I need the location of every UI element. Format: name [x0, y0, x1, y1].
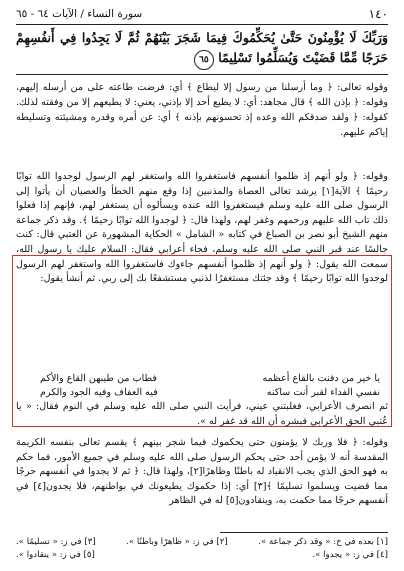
paragraph-text: ثم انصرف الأعرابي، فغلبتني عيني، فرأيت النبي صلى الله عليه وسلم في النوم فقال: « يا عُتبي الحق الأعرابي فبشره أن الله قد غفر له ».	[16, 401, 388, 427]
poem-hemistich-right: يا خير من دفنت بالقاع أعظمه	[262, 373, 380, 384]
poem-hemistich-left: فطاب من طيبهن القاع والأكم	[40, 373, 158, 384]
commentary-paragraph-3	[16, 400, 388, 429]
poem	[40, 372, 380, 400]
footnote-4: [٤] في ز: « يجدوا ».	[312, 550, 388, 560]
quran-verse	[16, 28, 388, 70]
running-title: سورة النساء / الآيات ٦٤ - ٦٥	[16, 8, 143, 20]
footnote-2: [٢] في ز: « ظاهرًا وباطنًا ».	[126, 537, 228, 547]
footnote-1: [١] بعده في خ: « وقد ذكر جماعة ».	[258, 537, 388, 547]
page-header	[16, 6, 388, 22]
paragraph-text: وقوله تعالى: ﴿ وما أرسلنا من رسول إلا ليطاع ﴾ أي: فرضت طاعته على من أرسله إليهم، وقوله: ﴿ بإذن الله ﴾ قال مجاهد: أي: لا يطيع أحد إلا بإذني، يعني: لا يطيعهم إلا من وفقته لذلك. كقوله: ﴿ ولقد صدقكم الله وعده إذ تحسونهم بإذنه ﴾ أي: عن أمره وقدره ومشيئته وتسليطه إياكم عليهم.	[16, 82, 388, 139]
poem-hemistich-left: فيه العفاف وفيه الجود والكرم	[40, 387, 158, 398]
poem-line-1	[40, 372, 380, 386]
footnote-rule	[220, 532, 388, 533]
footnote-5: [٥] في ز: « ينقادوا ».	[16, 550, 95, 560]
commentary-paragraph-1	[16, 80, 388, 140]
commentary-paragraph-4	[16, 436, 388, 509]
header-rule	[16, 24, 388, 25]
verse-text: وَرَبِّكَ لَا يُؤْمِنُونَ حَتَّىٰ يُحَكِّمُوكَ فِيمَا شَجَرَ بَيْنَهُمْ ثُمَّ لَا يَجِدُوا فِي أَنفُسِهِمْ حَرَجًا مِّمَّا قَضَيْتَ وَيُسَلِّمُوا تَسْلِيمًا	[16, 30, 388, 65]
poem-line-2	[40, 386, 380, 400]
verse-number-marker: ٦٥	[194, 50, 214, 70]
footnote-row-2	[16, 549, 388, 562]
footnotes	[16, 536, 388, 562]
footnote-row-1	[16, 536, 388, 549]
poem-hemistich-right: نفسي الفداء لقبر أنت ساكنه	[266, 387, 380, 398]
paragraph-text: وقوله: ﴿ فلا وربك لا يؤمنون حتى يحكموك فيما شجر بينهم ﴾ يقسم تعالى بنفسه الكريمة المقدسة أنه لا يؤمن أحد حتى يحكم الرسول صلى الله عليه وسلم في جميع الأمور، فما حكم به فهو الحق الذي يجب الانقياد له باطنًا وظاهرًا[٢]، ولهذا قال: ﴿ ثم لا يجدوا في أنفسهم حرجًا مما قضيت ويسلموا تسليمًا ﴾[٣] أي: إذا حكموك يطيعونك في بواطنهم، فلا يجدون[٤] في أنفسهم حرجًا مما حكمت به، وينقادون[٥] له في الظاهر	[16, 437, 388, 507]
page-number: ١٤٠	[368, 7, 388, 21]
footnote-3: [٣] في ز: « تسليمًا ».	[16, 537, 96, 547]
verse-rule	[16, 74, 388, 75]
paragraph-text: وقوله: ﴿ ولو أنهم إذ ظلموا أنفسهم فاستغفروا الله واستغفر لهم الرسول لوجدوا الله توابًا رحيمًا ﴾ الآية[١] يرشد تعالى العصاة والمذنبين إذا وقع منهم الخطأ والعصيان أن يأتوا إلى الرسول صلى الله عليه وسلم فيستغفروا الله عنده ويسألوه أن يستغفر لهم، فإنهم إذا فعلوا ذلك تاب الله عليهم ورحمهم وغفر لهم، ولهذا قال: ﴿ لوجدوا الله توابًا رحيمًا ﴾. وقد ذكر جماعة منهم الشيخ أبو نصر بن الصباغ في كتابه « الشامل » الحكاية المشهورة عن العتبي قال: كنت جالسًا عند قبر النبي صلى الله عليه وسلم، فجاء أعرابي فقال: السلام عليك يا رسول الله، سمعت الله يقول: ﴿ ولو أنهم إذ ظلموا أنفسهم جاءوك فاستغفروا الله واستغفر لهم الرسول لوجدوا الله توابًا رحيمًا ﴾ وقد جئتك مستغفرًا لذنبي مستشفعًا بك إلى ربي. ثم أنشأ يقول:	[16, 171, 388, 285]
commentary-paragraph-2	[16, 170, 388, 287]
